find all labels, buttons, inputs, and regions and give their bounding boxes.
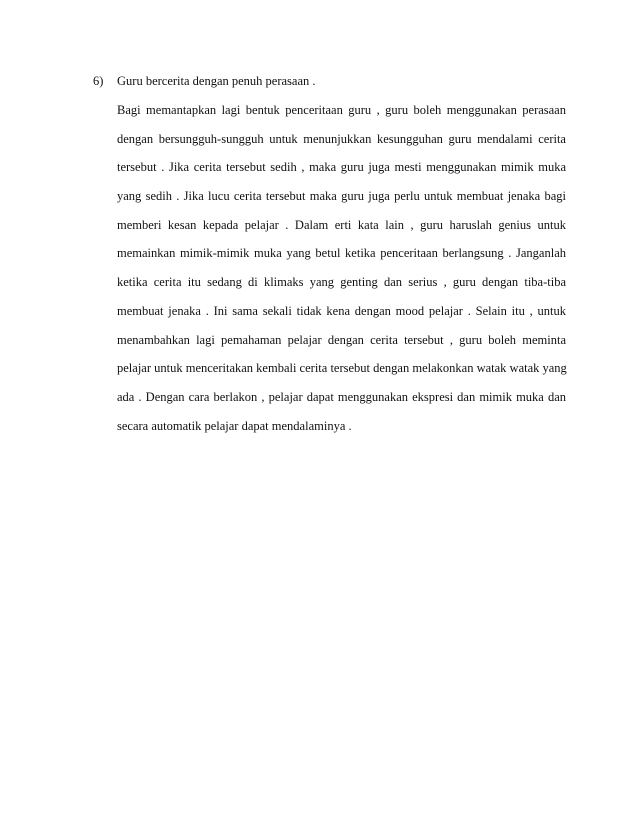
paragraph-line: dengan bersungguh-sungguh untuk menunjukkan kesungguhan guru mendalami cerita bbox=[117, 131, 566, 146]
paragraph-line: tersebut . Jika cerita tersebut sedih , maka guru juga mesti menggunakan mimik muka bbox=[117, 160, 566, 175]
paragraph-line: Bagi memantapkan lagi bentuk penceritaan guru , guru boleh menggunakan perasaan bbox=[117, 103, 566, 117]
paragraph-line: secara automatik pelajar dapat mendalaminya . bbox=[117, 418, 352, 433]
item-title: Guru bercerita dengan penuh perasaan . bbox=[117, 74, 316, 88]
paragraph-line: ada . Dengan cara berlakon , pelajar dapat menggunakan ekspresi dan mimik muka dan bbox=[117, 389, 566, 404]
paragraph-line: pelajar untuk menceritakan kembali cerita tersebut dengan melakonkan watak watak yang bbox=[117, 361, 567, 376]
body-paragraph bbox=[117, 101, 566, 445]
paragraph-line: memainkan mimik-mimik muka yang betul ketika penceritaan berlangsung . Janganlah bbox=[117, 246, 566, 261]
item-heading bbox=[93, 74, 316, 89]
paragraph-line: memberi kesan kepada pelajar . Dalam erti kata lain , guru haruslah genius untuk bbox=[117, 217, 566, 232]
paragraph-line: membuat jenaka . Ini sama sekali tidak kena dengan mood pelajar . Selain itu , untuk bbox=[117, 303, 566, 318]
paragraph-line: menambahkan lagi pemahaman pelajar dengan cerita tersebut , guru boleh meminta bbox=[117, 332, 566, 347]
paragraph-line: ketika cerita itu sedang di klimaks yang genting dan serius , guru dengan tiba-tiba bbox=[117, 275, 566, 290]
paragraph-line: yang sedih . Jika lucu cerita tersebut maka guru juga perlu untuk membuat jenaka bagi bbox=[117, 189, 566, 204]
item-number: 6) bbox=[93, 74, 104, 88]
